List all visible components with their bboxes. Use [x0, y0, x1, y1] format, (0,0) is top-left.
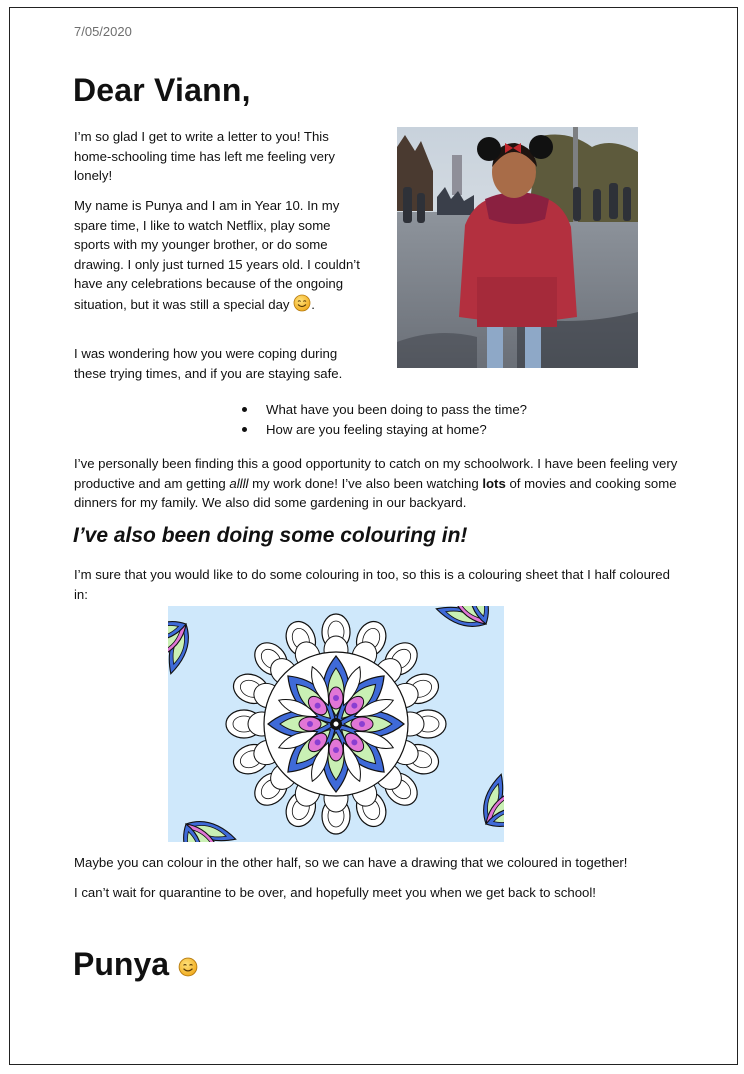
colouring-paragraph: I’m sure that you would like to do some colouring in too, so this is a colouring sheet that I half coloured in: — [74, 567, 670, 602]
schoolwork-text: my work done! I’ve also been watching — [248, 475, 483, 491]
about-me-text: My name is Punya and I am in Year 10. In my spare time, I like to watch Netflix, play some sports with my younger brother, or do some drawing. I only just turned 15 years old. I couldn’t have any celebrations because of the ongoing situation, but it was still a special day — [74, 198, 360, 312]
schoolwork-paragraph — [74, 454, 684, 513]
emphasis-allll: allll — [229, 475, 249, 491]
about-me-paragraph — [74, 196, 364, 317]
girl-in-red-jacket-photo — [397, 127, 638, 368]
about-me-end: . — [311, 296, 315, 312]
list-item: What have you been doing to pass the time? — [238, 400, 527, 420]
letter-date: 7/05/2020 — [74, 24, 132, 39]
mandala-colouring-sheet — [168, 606, 504, 842]
greeting-heading: Dear Viann, — [73, 72, 251, 108]
coping-paragraph: I was wondering how you were coping during these trying times, and if you are staying safe. — [74, 346, 343, 381]
signature-name: Punya — [73, 946, 170, 982]
list-item: How are you feeling staying at home? — [238, 420, 527, 440]
signature — [73, 946, 198, 985]
smiling-face-icon — [293, 294, 311, 318]
intro-paragraph: I’m so glad I get to write a letter to you! This home-schooling time has left me feeling very lonely! — [74, 129, 335, 183]
closing-paragraph: I can’t wait for quarantine to be over, and hopefully meet you when we get back to school! — [74, 885, 596, 900]
smiling-face-icon — [178, 948, 198, 985]
question-list — [238, 400, 527, 439]
schoolwork-text: I’ve personally been finding this a good opportunity to catch on my schoolwork. I have been feeling very productive and am getting — [74, 456, 678, 491]
colour-together-paragraph: Maybe you can colour in the other half, so we can have a drawing that we coloured in together! — [74, 855, 628, 870]
colouring-subheading: I’ve also been doing some colouring in! — [73, 524, 468, 547]
schoolwork-text: of movies and cooking some dinners for my family. We also did some gardening in our backyard. — [74, 475, 677, 510]
letter-page — [9, 7, 738, 1065]
emphasis-lots: lots — [482, 475, 506, 491]
